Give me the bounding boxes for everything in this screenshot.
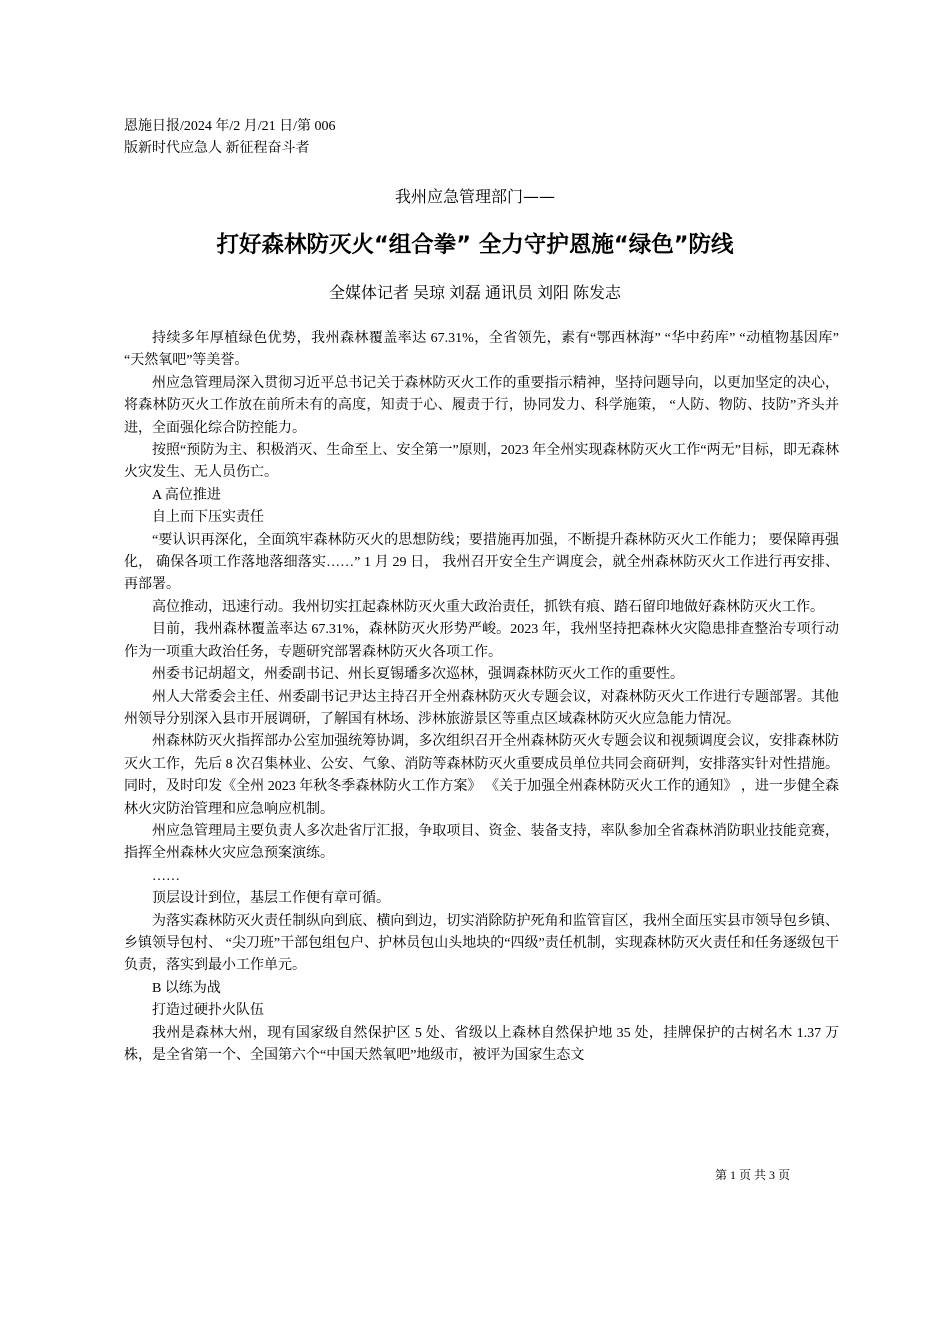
article-byline: 全媒体记者 吴琼 刘磊 通讯员 刘阳 陈发志	[328, 285, 621, 302]
body-paragraph: 持续多年厚植绿色优势，我州森林覆盖率达 67.31%，全省领先，素有“鄂西林海” “华中药库” “动植物基因库” “天然氧吧”等美誉。	[124, 331, 839, 369]
section-heading: B 以练为战	[152, 980, 221, 996]
ellipsis-line: ……	[152, 868, 180, 884]
article-kicker: 我州应急管理部门——	[394, 187, 555, 206]
article-headline: 打好森林防灭火“组合拳” 全力守护恩施“绿色”防线	[216, 232, 734, 258]
body-paragraph: “要认识再深化，全面筑牢森林防灭火的思想防线；要措施再加强，不断提升森林防灭火工作能力； 要保障再强化， 确保各项工作落地落细落实……” 1 月 29 日， 我州召开安全生产调度会，就全州森林防灭火工作进行再安排、再部署。	[124, 532, 839, 593]
section-heading: A 高位推进	[152, 487, 221, 503]
body-paragraph: 州委书记胡超文，州委副书记、州长夏锡璠多次巡林，强调森林防灭火工作的重要性。	[152, 667, 684, 683]
source-info	[124, 116, 336, 160]
body-paragraph: 我州是森林大州，现有国家级自然保护区 5 处、省级以上森林自然保护地 35 处，挂牌保护的古树名木 1.37 万株，是全省第一个、全国第六个“中国天然氧吧”地级市，被评为国家生态文	[124, 1025, 839, 1063]
body-paragraph: 顶层设计到位，基层工作便有章可循。	[152, 891, 390, 907]
body-paragraph: 州应急管理局深入贯彻习近平总书记关于森林防灭火工作的重要指示精神，坚持问题导向，以更加坚定的决心，将森林防灭火工作放在前所未有的高度，知责于心、履责于行，协同发力、科学施策， “人防、物防、技防”齐头并进，全面强化综合防控能力。	[124, 375, 839, 436]
body-paragraph: 州森林防灭火指挥部办公室加强统筹协调，多次组织召开全州森林防灭火专题会议和视频调度会议，安排森林防灭火工作，先后 8 次召集林业、公安、气象、消防等森林防灭火重要成员单位共同会商研判，安排落实针对性措施。同时，及时印发《全州 2023 年秋冬季森林防火工作方案》 《关于加强全州森林防灭火工作的通知》 ，进一步健全森林火灾防治管理和应急响应机制。	[124, 734, 839, 817]
source-line-column: 版新时代应急人 新征程奋斗者	[124, 141, 310, 156]
page-number: 第 1 页 共 3 页	[715, 1168, 791, 1182]
body-paragraph: 州人大常委会主任、州委副书记尹达主持召开全州森林防灭火专题会议，对森林防灭火工作进行专题部署。其他州领导分别深入县市开展调研，了解国有林场、涉林旅游景区等重点区域森林防灭火应急能力情况。	[124, 689, 839, 727]
body-paragraph: 为落实森林防灭火责任制纵向到底、横向到边，切实消除防护死角和监管盲区，我州全面压实县市领导包乡镇、乡镇领导包村、 “尖刀班”干部包组包户、护林员包山头地块的“四级”责任机制，实现森林防灭火责任和任务逐级包干负责，落实到最小工作单元。	[124, 913, 839, 974]
body-paragraph: 高位推动，迅速行动。我州切实扛起森林防灭火重大政治责任，抓铁有痕、踏石留印地做好森林防灭火工作。	[152, 599, 824, 615]
body-paragraph: 按照“预防为主、积极消灭、生命至上、安全第一”原则，2023 年全州实现森林防灭火工作“两无”目标，即无森林火灾发生、无人员伤亡。	[124, 443, 839, 481]
section-subheading: 打造过硬扑火队伍	[152, 1003, 264, 1019]
body-paragraph: 州应急管理局主要负责人多次赴省厅汇报，争取项目、资金、装备支持，率队参加全省森林消防职业技能竞赛，指挥全州森林火灾应急预案演练。	[124, 823, 839, 862]
source-line-date: 恩施日报/2024 年/2 月/21 日/第 006	[124, 119, 336, 134]
body-paragraph: 目前，我州森林覆盖率达 67.31%，森林防灭火形势严峻。2023 年，我州坚持把森林火灾隐患排查整治专项行动作为一项重大政治任务，专题研究部署森林防灭火各项工作。	[124, 622, 839, 660]
section-subheading: 自上而下压实责任	[152, 510, 264, 526]
article-body	[124, 328, 839, 1067]
